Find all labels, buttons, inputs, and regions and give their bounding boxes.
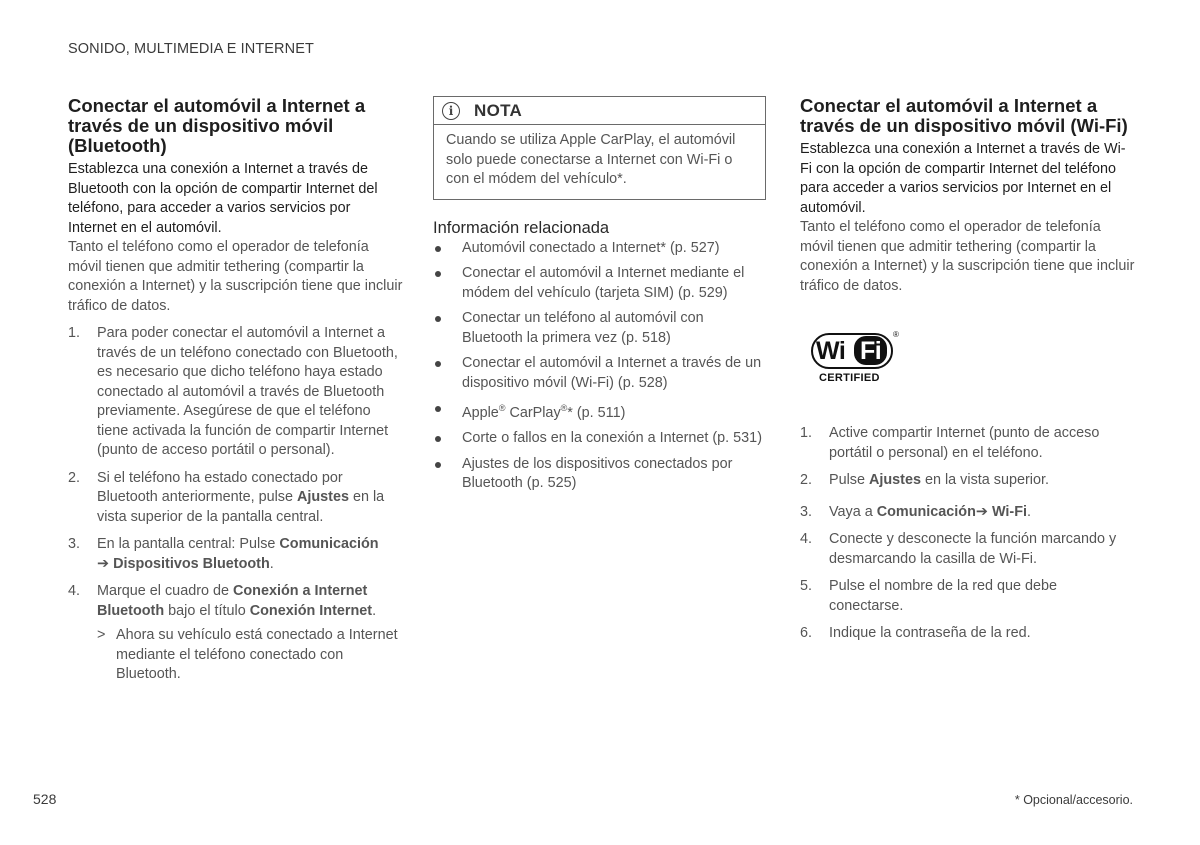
- step-number: 1.: [800, 425, 813, 441]
- related-link-text[interactable]: * (p. 511): [567, 404, 626, 421]
- related-link-text[interactable]: Automóvil conectado a Internet* (p. 527): [462, 239, 720, 256]
- list-item: [800, 503, 1135, 523]
- ui-term-conexion-internet-bluetooth: Conexión a Internet Bluetooth: [97, 583, 368, 619]
- list-item: [800, 471, 1135, 491]
- arrow-right-icon: ➔: [975, 503, 988, 520]
- step-number: 2.: [68, 469, 81, 486]
- step-number: 3.: [68, 536, 81, 552]
- ui-term-comunicacion: Comunicación: [279, 536, 379, 552]
- step-text: En la pantalla central: Pulse: [97, 536, 280, 552]
- step-text: Para poder conectar el automóvil a Internet a través de un teléfono conectado con Bluetooth, es necesario que dicho teléfono haya estado conectado al automóvil a través de Bluetooth previamente. Asegúrese de que el teléfono tiene activada la función de compartir Internet (punto de acceso portátil o personal).: [97, 325, 398, 458]
- step-text: .: [269, 555, 274, 572]
- ui-term-comunicacion: Comunicación: [876, 503, 976, 520]
- bullet-icon: [435, 271, 441, 277]
- registered-mark: ®: [498, 403, 506, 413]
- step-text: Active compartir Internet (punto de acceso portátil o personal) en el teléfono.: [829, 425, 1100, 461]
- section-title-wifi: Conectar el automóvil a Internet a través de un dispositivo móvil (Wi-Fi): [800, 95, 1128, 136]
- list-item: [68, 324, 403, 461]
- running-header: SONIDO, MULTIMEDIA E INTERNET: [68, 41, 314, 57]
- step-number: 6.: [800, 625, 813, 641]
- intro-body: Tanto el teléfono como el operador de telefonía móvil tienen que admitir tethering (compartir la conexión a Internet) y la suscripción tiene que incluir tráfico de datos.: [68, 239, 403, 314]
- step-text: bajo el título: [164, 602, 250, 619]
- related-link-item[interactable]: [433, 239, 766, 259]
- related-title: Información relacionada: [433, 218, 610, 237]
- wifi-logo-certified: CERTIFIED: [819, 372, 880, 384]
- wifi-logo-registered: ®: [893, 330, 899, 339]
- footnote-optional: * Opcional/accesorio.: [1014, 793, 1133, 807]
- step-text: .: [1027, 503, 1031, 520]
- bullet-icon: [435, 316, 441, 322]
- wifi-logo-fi: Fi: [860, 337, 882, 365]
- related-link-text[interactable]: CarPlay: [505, 404, 561, 421]
- section-title-bluetooth: Conectar el automóvil a Internet a través de un dispositivo móvil (Bluetooth): [68, 95, 366, 156]
- wifi-certified-logo: [811, 330, 901, 391]
- step-text: .: [372, 602, 377, 619]
- related-link-text[interactable]: Ajustes de los dispositivos conectados por Bluetooth (p. 525): [462, 455, 733, 492]
- note-header: [434, 97, 765, 125]
- result-marker: >: [97, 627, 106, 643]
- step-result: [68, 626, 403, 685]
- intro-lead: Establezca una conexión a Internet a través de Wi-Fi con la opción de compartir Internet del teléfono para acceder a varios servicios por Internet en el automóvil.: [800, 141, 1126, 216]
- step-number: 1.: [68, 325, 81, 341]
- list-item: [800, 577, 1135, 616]
- section-bluetooth: [68, 96, 403, 685]
- bullet-icon: [435, 436, 441, 442]
- registered-mark: ®: [560, 403, 568, 413]
- result-text: Ahora su vehículo está conectado a Internet mediante el teléfono conectado con Bluetooth.: [116, 627, 398, 682]
- step-text: Pulse el nombre de la red que debe conectarse.: [829, 578, 1058, 614]
- step-text: Conecte y desconecte la función marcando y desmarcando la casilla de Wi-Fi.: [829, 531, 1117, 567]
- steps-list: [800, 424, 1135, 644]
- step-number: 4.: [800, 531, 813, 547]
- step-text: Pulse: [829, 472, 869, 488]
- ui-term-wifi: Wi-Fi: [991, 503, 1027, 520]
- arrow-right-icon: ➔: [97, 555, 110, 572]
- step-number: 2.: [800, 472, 813, 488]
- ui-term-dispositivos-bluetooth: Dispositivos Bluetooth: [113, 555, 270, 572]
- list-item: [800, 624, 1135, 644]
- list-item: [68, 582, 403, 621]
- note-box: [433, 96, 766, 200]
- section-wifi: [800, 96, 1135, 644]
- related-link-item[interactable]: [433, 399, 766, 423]
- ui-term-conexion-internet: Conexión Internet: [249, 602, 373, 619]
- related-link-text[interactable]: Conectar el automóvil a Internet a través de un dispositivo móvil (Wi-Fi) (p. 528): [462, 355, 762, 391]
- related-link-text[interactable]: Apple: [462, 404, 499, 421]
- related-link-text[interactable]: Corte o fallos en la conexión a Internet (p. 531): [462, 430, 762, 447]
- note-and-related: [433, 96, 766, 500]
- related-link-item[interactable]: [433, 264, 766, 303]
- bullet-icon: [435, 361, 441, 367]
- intro-lead: Establezca una conexión a Internet a través de Bluetooth con la opción de compartir Internet del teléfono, para acceder a varios servicios por Internet en el automóvil.: [68, 161, 378, 236]
- step-number: 3.: [800, 503, 813, 520]
- related-list: [433, 239, 766, 494]
- step-text: Vaya a: [829, 503, 877, 520]
- info-icon: i: [442, 102, 460, 120]
- related-link-text[interactable]: Conectar un teléfono al automóvil con Bluetooth la primera vez (p. 518): [462, 310, 704, 346]
- step-text: Indique la contraseña de la red.: [829, 625, 1031, 641]
- related-link-item[interactable]: [433, 455, 766, 494]
- list-item: [800, 424, 1135, 463]
- bullet-icon: [435, 246, 441, 252]
- step-text: en la vista superior de la pantalla central.: [97, 489, 385, 525]
- steps-list: [68, 324, 403, 621]
- wifi-logo-wi: Wi: [816, 337, 846, 365]
- related-link-text[interactable]: Conectar el automóvil a Internet mediante el módem del vehículo (tarjeta SIM) (p. 529): [462, 265, 745, 301]
- related-link-item[interactable]: [433, 309, 766, 348]
- step-text: Marque el cuadro de: [97, 583, 233, 599]
- list-item: [68, 535, 403, 574]
- note-text: Cuando se utiliza Apple CarPlay, el automóvil solo puede conectarse a Internet con Wi-Fi o con el módem del vehículo*.: [446, 132, 736, 187]
- intro-body: Tanto el teléfono como el operador de telefonía móvil tienen que admitir tethering (compartir la conexión a Internet) y la suscripción tiene que incluir tráfico de datos.: [800, 219, 1135, 294]
- step-text: en la vista superior.: [920, 472, 1049, 488]
- related-link-item[interactable]: [433, 354, 766, 393]
- related-link-item[interactable]: [433, 429, 766, 449]
- note-title: NOTA: [474, 100, 523, 120]
- step-number: 5.: [800, 578, 813, 594]
- list-item: [68, 469, 403, 528]
- bullet-icon: [435, 462, 441, 468]
- step-text: Si el teléfono ha estado conectado por Bluetooth anteriormente, pulse: [97, 469, 343, 505]
- page-number: 528: [33, 791, 57, 807]
- list-item: [800, 530, 1135, 569]
- ui-term-ajustes: Ajustes: [297, 489, 349, 505]
- ui-term-ajustes: Ajustes: [869, 472, 921, 488]
- bullet-icon: [435, 406, 441, 412]
- step-number: 4.: [68, 583, 81, 599]
